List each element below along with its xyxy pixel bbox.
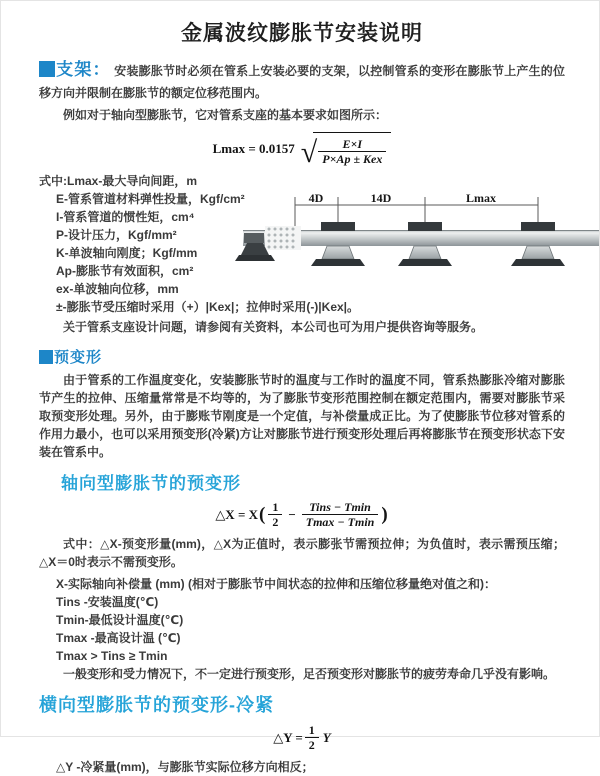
lateral-formula-row <box>39 723 565 752</box>
axial-line: Tmax > Tins ≥ Tmin <box>56 649 168 663</box>
axial-formula <box>215 500 388 529</box>
left-paren: ( <box>259 504 266 525</box>
half-numerator: 1 <box>308 723 315 737</box>
lateral-formula-rhs: Y <box>322 729 331 745</box>
definition-line: 式中:Lmax-最大导向间距，m <box>39 174 198 188</box>
support-intro-paragraph <box>39 59 565 104</box>
lateral-subheading: 横向型膨胀节的预变形-冷紧 <box>39 695 274 715</box>
definition-line: ±-膨胀节受压缩时采用（+）|Kex|；拉伸时采用(-)|Kex|。 <box>56 300 360 314</box>
lmax-formula-row <box>39 132 565 169</box>
axial-definitions <box>39 575 565 665</box>
axial-formula-row <box>39 500 565 529</box>
sqrt-glyph: √ <box>300 136 318 169</box>
one-half-fraction <box>268 500 282 529</box>
definition-line: P-设计压力，Kgf/mm² <box>56 228 177 242</box>
lmax-formula-lhs: Lmax = 0.0157 <box>212 141 295 156</box>
support-note: 关于管系支座设计问题，请参阅有关资料，本公司也可为用户提供咨询等服务。 <box>63 320 484 334</box>
axial-line: Tmin-最低设计温度(℃) <box>56 613 184 627</box>
axial-subheading: 轴向型膨胀节的预变形 <box>61 474 241 493</box>
pipe-support-diagram <box>243 193 599 285</box>
radicand <box>313 132 391 166</box>
definition-line: E-管系管道材料弹性投量，Kgf/cm² <box>56 192 245 206</box>
predeform-paragraph: 由于管系的工作温度变化，安装膨胀节时的温度与工作时的温度不同，管系热膨胀冷缩对膨胀节产生的拉伸、压缩量常常是不均等的，为了膨胀节变形范围控制在额定范围内，需要对膨胀节采取预变形处理。另外，由于膨账节刚度是一个定值，与补偿量成正比。为了使膨胀节位移对管系的作用力最小，也可以采用预变形(冷紧)方让对膨胀节进行预变形处理后再将膨胀节在预变形状态下安装在管系中。 <box>39 373 565 459</box>
definition-line: K-单波轴向刚度；Kgf/mm <box>56 246 198 260</box>
radical-sign <box>300 132 392 169</box>
half-numerator: 1 <box>272 500 279 514</box>
predeform-heading: 预变形 <box>54 349 103 366</box>
temp-fraction-numerator: Tins − Tmin <box>309 500 371 514</box>
dimension-labels <box>309 191 496 205</box>
axial-desc: 式中：△X-预变形量(mm)，△X为正值时，表示膨张节需预拉伸；为负值时，表示需预压缩；△X＝0时表示不需预变形。 <box>39 537 565 569</box>
dim-label-lmax: Lmax <box>466 191 496 205</box>
lateral-note: △Y -冷紧量(mm)，与膨胀节实际位移方向相反； <box>56 760 314 774</box>
definition-line: I-管系管道的惯性矩，cm⁴ <box>56 210 195 224</box>
predeform-heading-row <box>39 346 565 369</box>
blue-square-icon <box>39 350 53 364</box>
bellows-icon <box>265 226 301 250</box>
page-content <box>1 1 599 776</box>
blue-square-icon <box>39 61 55 77</box>
axial-line: X-实际轴向补偿量 (mm) (相对于膨胀节中间状态的拉伸和压缩位移量绝对值之和)： <box>56 577 496 591</box>
support-example-line: 例如对于轴向型膨胀节，它对管系支座的基本要求如图所示： <box>63 108 388 122</box>
lmax-fraction-numerator: E×I <box>342 137 363 151</box>
axial-formula-lhs: △X = X <box>215 506 258 522</box>
right-paren: ) <box>381 504 388 525</box>
support-heading: 支架： <box>56 60 111 79</box>
dim-label-14d: 14D <box>370 191 392 205</box>
one-half-fraction <box>305 723 319 752</box>
definition-line: Ap-膨胀节有效面积，cm² <box>56 264 194 278</box>
half-denominator: 2 <box>305 737 319 752</box>
support-intro-text: 安装膨胀节时必须在管系上安装必要的支架，以控制管系的变形在膨胀节上产生的位移方向并限制在膨胀节的额定位移范围内。 <box>39 64 565 100</box>
lmax-fraction-denominator: P×Ap ± Kex <box>318 151 386 166</box>
axial-line: Tmax -最高设计温 (℃) <box>56 631 181 645</box>
lateral-formula-lhs: △Y = <box>273 729 303 745</box>
lateral-formula <box>273 723 331 752</box>
temperature-fraction <box>302 500 379 529</box>
dim-label-4d: 4D <box>308 191 324 205</box>
definition-line: ex-单波轴向位移，mm <box>56 282 179 296</box>
axial-line: Tins -安装温度(℃) <box>56 595 159 609</box>
lmax-formula <box>212 132 392 169</box>
temp-fraction-denominator: Tmax − Tmin <box>302 514 379 529</box>
page-title: 金属波纹膨胀节安装说明 <box>181 22 423 45</box>
minus-operator: − <box>288 506 296 522</box>
half-denominator: 2 <box>268 514 282 529</box>
axial-note: 一般变形和受力情况下，不一定进行预变形，足否预变形对膨胀节的疲劳寿命几乎没有影响。 <box>63 667 556 681</box>
lmax-fraction <box>318 137 386 166</box>
